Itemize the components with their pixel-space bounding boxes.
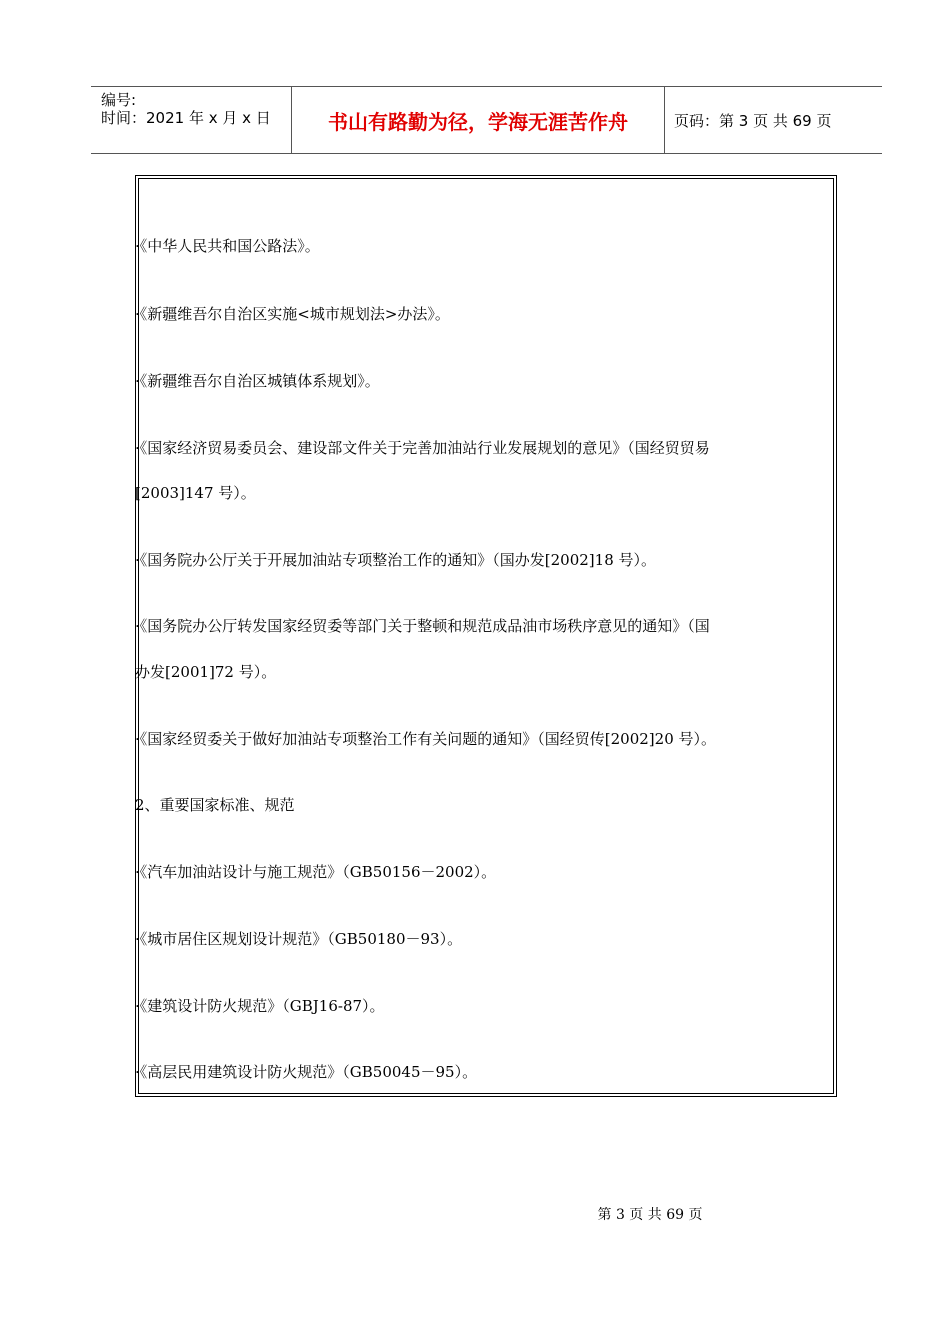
page-footer: 第 3 页 共 69 页: [597, 1207, 703, 1223]
standard-item: ·《建筑设计防火规范》（GBJ16-87）。: [135, 997, 385, 1015]
number-label: 编号:: [101, 91, 137, 109]
header-page-info: 页码：第 3 页 共 69 页: [674, 111, 832, 130]
regulation-item: ·《新疆维吾尔自治区实施<城市规划法>办法》。: [135, 305, 450, 323]
regulation-item-continuation: [2003]147 号）。: [135, 484, 256, 502]
time-label: 时间：2021 年 x 月 x 日: [101, 109, 271, 127]
regulation-item: ·《国务院办公厅转发国家经贸委等部门关于整顿和规范成品油市场秩序意见的通知》（国: [135, 617, 710, 635]
header-meta: [91, 87, 292, 153]
header-motto: 书山有路勤为径，学海无涯苦作舟: [292, 87, 665, 153]
standard-item: ·《高层民用建筑设计防火规范》（GB50045－95）。: [135, 1063, 478, 1081]
standard-item: ·《城市居住区规划设计规范》（GB50180－93）。: [135, 930, 463, 948]
regulation-item: ·《国务院办公厅关于开展加油站专项整治工作的通知》（国办发[2002]18 号）。: [135, 551, 657, 569]
regulation-item: ·《中华人民共和国公路法》。: [135, 237, 320, 255]
regulation-item-continuation: 办发[2001]72 号）。: [135, 663, 277, 681]
regulation-item: ·《国家经济贸易委员会、建设部文件关于完善加油站行业发展规划的意见》（国经贸贸易: [135, 439, 710, 457]
section-heading: 2、重要国家标准、规范: [135, 796, 295, 814]
document-header: [91, 86, 882, 154]
regulation-item: ·《新疆维吾尔自治区城镇体系规划》。: [135, 372, 380, 390]
regulation-item: ·《国家经贸委关于做好加油站专项整治工作有关问题的通知》（国经贸传[2002]20 号）。: [135, 730, 717, 748]
standard-item: ·《汽车加油站设计与施工规范》（GB50156－2002）。: [135, 863, 497, 881]
